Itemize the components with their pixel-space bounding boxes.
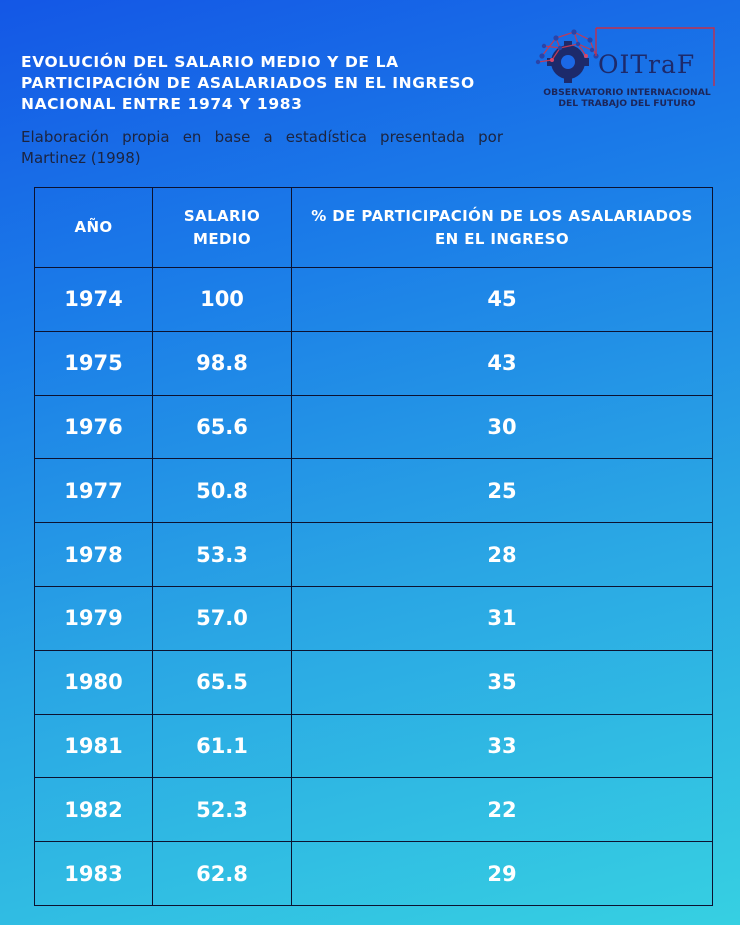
header-salary: SALARIO MEDIO bbox=[153, 188, 292, 268]
table-row bbox=[35, 586, 713, 650]
cell-year: 1983 bbox=[35, 842, 153, 906]
cell-salary: 100 bbox=[153, 268, 292, 332]
cell-salary: 52.3 bbox=[153, 778, 292, 842]
logo-caption bbox=[534, 87, 720, 109]
cell-year: 1981 bbox=[35, 714, 153, 778]
cell-year: 1975 bbox=[35, 331, 153, 395]
table-row bbox=[35, 395, 713, 459]
cell-year: 1980 bbox=[35, 650, 153, 714]
table-row bbox=[35, 459, 713, 523]
logo-caption-line-2: DEL TRABAJO DEL FUTURO bbox=[558, 98, 696, 109]
cell-participation: 28 bbox=[292, 523, 713, 587]
cell-participation: 31 bbox=[292, 586, 713, 650]
cell-participation: 45 bbox=[292, 268, 713, 332]
cell-year: 1976 bbox=[35, 395, 153, 459]
cell-salary: 62.8 bbox=[153, 842, 292, 906]
table-row bbox=[35, 650, 713, 714]
cell-salary: 53.3 bbox=[153, 523, 292, 587]
cell-participation: 29 bbox=[292, 842, 713, 906]
cell-year: 1974 bbox=[35, 268, 153, 332]
cell-participation: 22 bbox=[292, 778, 713, 842]
salary-table bbox=[34, 187, 713, 906]
table-row bbox=[35, 842, 713, 906]
table-row bbox=[35, 268, 713, 332]
table-row bbox=[35, 778, 713, 842]
page-subtitle: Elaboración propia en base a estadística presentada por Martinez (1998) bbox=[21, 128, 503, 167]
table-row bbox=[35, 714, 713, 778]
logo-caption-line-1: OBSERVATORIO INTERNACIONAL bbox=[543, 87, 711, 98]
cell-participation: 43 bbox=[292, 331, 713, 395]
cell-participation: 25 bbox=[292, 459, 713, 523]
table-body bbox=[35, 268, 713, 906]
oitraf-logo bbox=[530, 26, 720, 114]
data-table-container bbox=[34, 187, 713, 905]
cell-salary: 57.0 bbox=[153, 586, 292, 650]
cell-salary: 65.5 bbox=[153, 650, 292, 714]
header-year: AÑO bbox=[35, 188, 153, 268]
table-header-row bbox=[35, 188, 713, 268]
cell-year: 1982 bbox=[35, 778, 153, 842]
table-row bbox=[35, 523, 713, 587]
cell-salary: 98.8 bbox=[153, 331, 292, 395]
cell-participation: 30 bbox=[292, 395, 713, 459]
logo-wordmark: OITraF bbox=[598, 50, 696, 79]
header-participation: % DE PARTICIPACIÓN DE LOS ASALARIADOS EN EL INGRESO bbox=[292, 188, 713, 268]
page-title: EVOLUCIÓN DEL SALARIO MEDIO Y DE LA PARTICIPACIÓN DE ASALARIADOS EN EL INGRESO NACIONAL ENTRE 1974 Y 1983 bbox=[21, 53, 475, 113]
cell-salary: 65.6 bbox=[153, 395, 292, 459]
cell-year: 1979 bbox=[35, 586, 153, 650]
cell-year: 1977 bbox=[35, 459, 153, 523]
table-row bbox=[35, 331, 713, 395]
cell-salary: 61.1 bbox=[153, 714, 292, 778]
cell-participation: 33 bbox=[292, 714, 713, 778]
cell-participation: 35 bbox=[292, 650, 713, 714]
cell-salary: 50.8 bbox=[153, 459, 292, 523]
cell-year: 1978 bbox=[35, 523, 153, 587]
